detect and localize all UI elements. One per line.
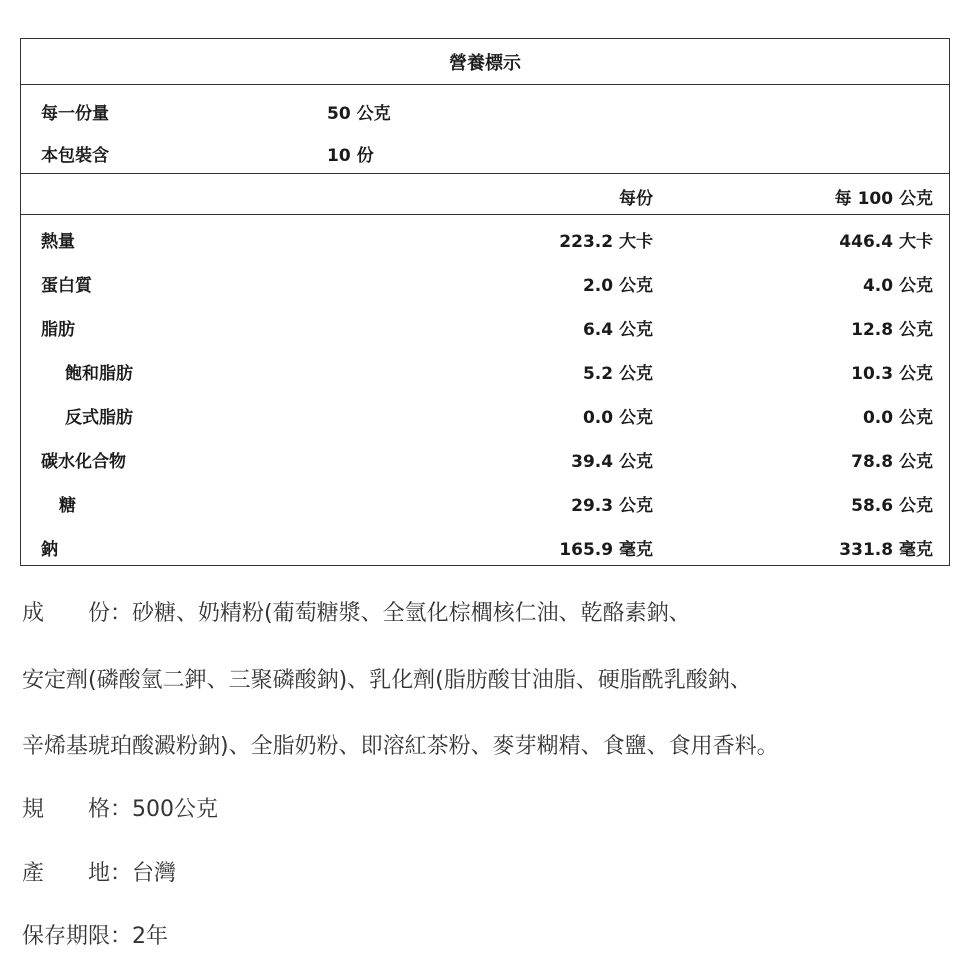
nutrient-row bbox=[21, 525, 949, 566]
nutrient-per-100g: 4.0 公克 bbox=[862, 276, 933, 296]
ingredients-text-3: 辛烯基琥珀酸澱粉鈉)、全脂奶粉、即溶紅茶粉、麥芽糊精、食鹽、食用香料。 bbox=[22, 734, 779, 759]
nutrient-row bbox=[21, 305, 949, 346]
nutrition-title: 營養標示 bbox=[21, 39, 949, 85]
ingredients-line-2 bbox=[22, 663, 752, 694]
nutrient-row bbox=[21, 261, 949, 302]
nutrient-per-100g: 446.4 大卡 bbox=[839, 232, 933, 252]
shelf-life-label: 保存期限： bbox=[22, 924, 133, 949]
ingredients-label: 成 份： bbox=[22, 601, 133, 626]
serving-size-label: 每一份量 bbox=[41, 104, 109, 124]
spec-value: 500公克 bbox=[132, 797, 219, 822]
nutrient-name: 碳水化合物 bbox=[41, 452, 126, 472]
origin-value: 台灣 bbox=[132, 861, 177, 886]
spec-line bbox=[22, 792, 218, 823]
ingredients-text-2: 安定劑(磷酸氫二鉀、三聚磷酸鈉)、乳化劑(脂肪酸甘油脂、硬脂酰乳酸鈉、 bbox=[22, 668, 752, 693]
ingredients-text-1: 砂糖、奶精粉(葡萄糖漿、全氫化棕櫚核仁油、乾酪素鈉、 bbox=[132, 601, 691, 626]
nutrient-per-100g: 58.6 公克 bbox=[851, 496, 933, 516]
nutrient-per-serving: 5.2 公克 bbox=[582, 364, 653, 384]
nutrient-per-100g: 0.0 公克 bbox=[862, 408, 933, 428]
column-per-100g: 每 100 公克 bbox=[834, 189, 933, 209]
nutrient-row bbox=[21, 437, 949, 478]
shelf-life-line bbox=[22, 919, 168, 950]
origin-line bbox=[22, 856, 176, 887]
servings-per-pack-value: 10 份 bbox=[327, 146, 374, 166]
nutrient-per-100g: 12.8 公克 bbox=[851, 320, 933, 340]
nutrient-row bbox=[21, 481, 949, 522]
nutrient-per-serving: 0.0 公克 bbox=[582, 408, 653, 428]
column-per-serving: 每份 bbox=[619, 189, 653, 209]
nutrient-row bbox=[21, 393, 949, 434]
nutrient-per-100g: 331.8 毫克 bbox=[839, 540, 933, 560]
nutrient-name: 糖 bbox=[59, 496, 76, 516]
nutrient-per-serving: 165.9 毫克 bbox=[559, 540, 653, 560]
ingredients-line-1 bbox=[22, 596, 691, 627]
nutrient-per-serving: 223.2 大卡 bbox=[559, 232, 653, 252]
nutrient-name: 飽和脂肪 bbox=[65, 364, 133, 384]
nutrient-name: 蛋白質 bbox=[41, 276, 92, 296]
nutrient-per-serving: 29.3 公克 bbox=[571, 496, 653, 516]
nutrient-name: 鈉 bbox=[41, 540, 58, 560]
serving-size-value: 50 公克 bbox=[327, 104, 391, 124]
nutrient-per-serving: 39.4 公克 bbox=[571, 452, 653, 472]
nutrient-name: 熱量 bbox=[41, 232, 75, 252]
nutrient-name: 反式脂肪 bbox=[65, 408, 133, 428]
nutrient-row bbox=[21, 217, 949, 258]
origin-label: 產 地： bbox=[22, 861, 133, 886]
ingredients-line-3 bbox=[22, 729, 779, 760]
column-header-row bbox=[21, 173, 949, 215]
nutrition-label bbox=[20, 38, 950, 566]
nutrient-per-100g: 78.8 公克 bbox=[851, 452, 933, 472]
nutrient-name: 脂肪 bbox=[41, 320, 75, 340]
servings-per-pack-row bbox=[21, 131, 949, 173]
servings-per-pack-label: 本包裝含 bbox=[41, 146, 109, 166]
nutrient-per-serving: 6.4 公克 bbox=[582, 320, 653, 340]
spec-label: 規 格： bbox=[22, 797, 133, 822]
shelf-life-value: 2年 bbox=[132, 924, 169, 949]
nutrient-row bbox=[21, 349, 949, 390]
nutrient-per-serving: 2.0 公克 bbox=[582, 276, 653, 296]
serving-size-row bbox=[21, 89, 949, 131]
nutrient-per-100g: 10.3 公克 bbox=[851, 364, 933, 384]
